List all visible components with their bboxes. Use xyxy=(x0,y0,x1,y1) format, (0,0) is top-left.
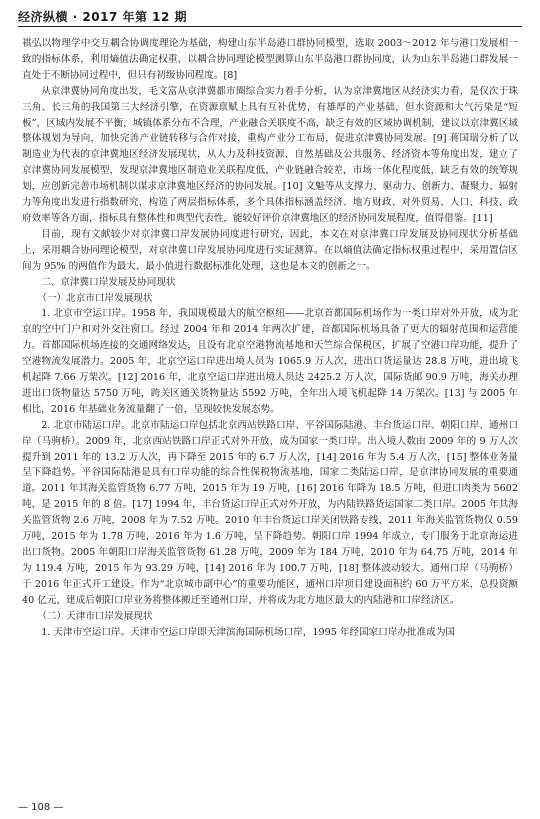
section-heading: 二、京津冀口岸发展及协同现状 xyxy=(41,276,176,288)
paragraph-literature: 从京津冀协同角度出发，毛文富从京津冀都市圈综合实力着手分析，认为京津冀地区从经济实力看，是仅次于珠三角、长三角的我国第三大经济引擎，在资源禀赋上具有互补优势，有雄厚的产业基础，但水资源和大气污染是“短板”，区域内发展不平衡，城镇体系分布不合理，产业融合关联度不高，缺乏有效的区域协调机制，建议以京津冀区域整体规划为导向，加快完善产业链转移与合作对接，重构产业分工布局，促进京津冀协同发展。[9] 蒋国瑞分析了以制造业为代表的京津冀地区经济发展现状，从人力及科技资源、自然基础及公共服务、经济资本等角度出发，建立了京津冀协同发展模型，发现京津冀地区制造业关联程度低，产业链融合较差，市场一体化程度低，缺乏有效的统筹规划，应创新完善市场机制以谋求京津冀地区经济的协同发展。[10] 文魁等从支撑力、驱动力、创新力、凝聚力、辐射力等角度出发进行指数研究，构造了两层指标体系，多个具体指标涵盖经济、地方财政、对外贸易、人口、科技、政府效率等各方面，指标具有整体性和典型代表性，能较好评价京津冀地区的经济协同发展程度，值得借鉴。[11] xyxy=(22,85,518,224)
subsection-heading-beijing: （一）北京市口岸发展现状 xyxy=(37,292,153,304)
running-header: 经济纵横 · 2017 年第 12 期 xyxy=(18,10,188,24)
article-body xyxy=(22,36,518,795)
paragraph-beijing-land: 2. 北京市陆运口岸。北京市陆运口岸包括北京西站铁路口岸、平谷国际陆港、丰台货运口岸、朝阳口岸、通州口岸（马驹桥）。2009 年，北京西站铁路口岸正式对外开放，成为国家一类口岸。出入境人数由 2009 年的 9 万人次提升到 2011 年的 13.2 万人次，再下降至 2015 年的 6.7 万人次，[14] 2016 年为 5.4 万人次，[15] 整体业务量呈下降趋势。平谷国际陆港是具有口岸功能的综合性保税物流基地，国家二类陆运口岸，是京津协同发展的重要通道。2011 年其海关监管货物 6.77 万吨，2015 年为 19 万吨，[16] 2016 年降为 18.5 万吨，但进口肉类为 5602 吨，是 2015 年的 8 倍。[17] 1994 年，丰台货运口岸正式对外开放，为内陆铁路货运国家二类口岸。2005 年其海关监管货物 2.6 万吨，2008 年为 7.52 万吨。2010 年丰台货运口岸关闭铁路专线，2011 年海关监管货物仅 0.59 万吨，2015 年为 1.78 万吨，2016 年为 1.6 万吨，呈下降趋势。朝阳口岸 1994 年成立，专门服务于北京海运进出口货物。2005 年朝阳口岸海关监管货物 61.28 万吨，2009 年为 184 万吨，2010 年为 64.75 万吨，2014 年为 119.4 万吨，2015 年为 93.29 万吨，[14] 2016 年为 100.7 万吨，[18] 整体波动较大。通州口岸（马驹桥）于 2016 年正式开工建设。作为“北京城市副中心”的重要功能区，通州口岸项目建设面积约 60 万平方米，总投资额 40 亿元，建成后朝阳口岸业务将整体搬迁至通州口岸，并将成为北方地区最大的内陆港和口岸经济区。 xyxy=(22,419,518,606)
paragraph-research-gap: 目前，现有文献较少对京津冀口岸发展协同度进行研究，因此，本文在对京津冀口岸发展及协同现状分析基础上，采用耦合协同理论模型，对京津冀口岸发展协同度进行实证测算。在以熵值法确定指标权重过程中，采用置信区间为 95% 的两值作为最大、最小值进行数据标准化处理，这也是本文的创新之一。 xyxy=(22,228,518,272)
page-number: — 108 — xyxy=(18,802,64,813)
header-rule xyxy=(18,26,522,27)
subsection-heading-tianjin: （二）天津市口岸发展现状 xyxy=(37,610,153,622)
paragraph-tianjin-air: 1. 天津市空运口岸。天津市空运口岸即天津滨海国际机场口岸，1995 年经国家口岸办批准成为国 xyxy=(41,626,456,638)
paragraph-beijing-air: 1. 北京市空运口岸。1958 年，我国规模最大的航空枢纽——北京首都国际机场作为一类口岸对外开放，成为北京的空中门户和对外交往窗口。经过 2004 年和 2014 年两次扩建，首都国际机场具备了更大的辐射范围和运营能力。首都国际机场连接的交通网络发达，且设有北京空港物流基地和天竺综合保税区，扩展了空港口岸功能，提升了空港物流发展潜力。2005 年，北京空运口岸进出境人员为 1065.9 万人次，进出口货运量达 28.8 万吨，进出境飞机起降 7.66 万架次。[12] 2016 年，北京空运口岸进出境人员达 2425.2 万人次，国际货邮 90.9 万吨，海关办理进出口货物量达 5750 万吨，跨关区通关货物量达 5592 万吨，全年出入境飞机起降 14 万架次。[13] 与 2005 年相比，2016 年基础业务流量翻了一倍，呈现较快发展态势。 xyxy=(22,308,518,415)
paragraph-intro-cont: 祺弘以物理学中交互耦合协调度理论为基础，构建山东半岛港口群协同模型，选取 2003～2012 年与港口发展相一致的指标体系，利用熵值法确定权重，以耦合协同理论模型测算山东半岛港口群协同度，认为山东半岛港口群发展一直处于不断协同过程中，但只有初级协同程度。[8] xyxy=(22,38,518,81)
